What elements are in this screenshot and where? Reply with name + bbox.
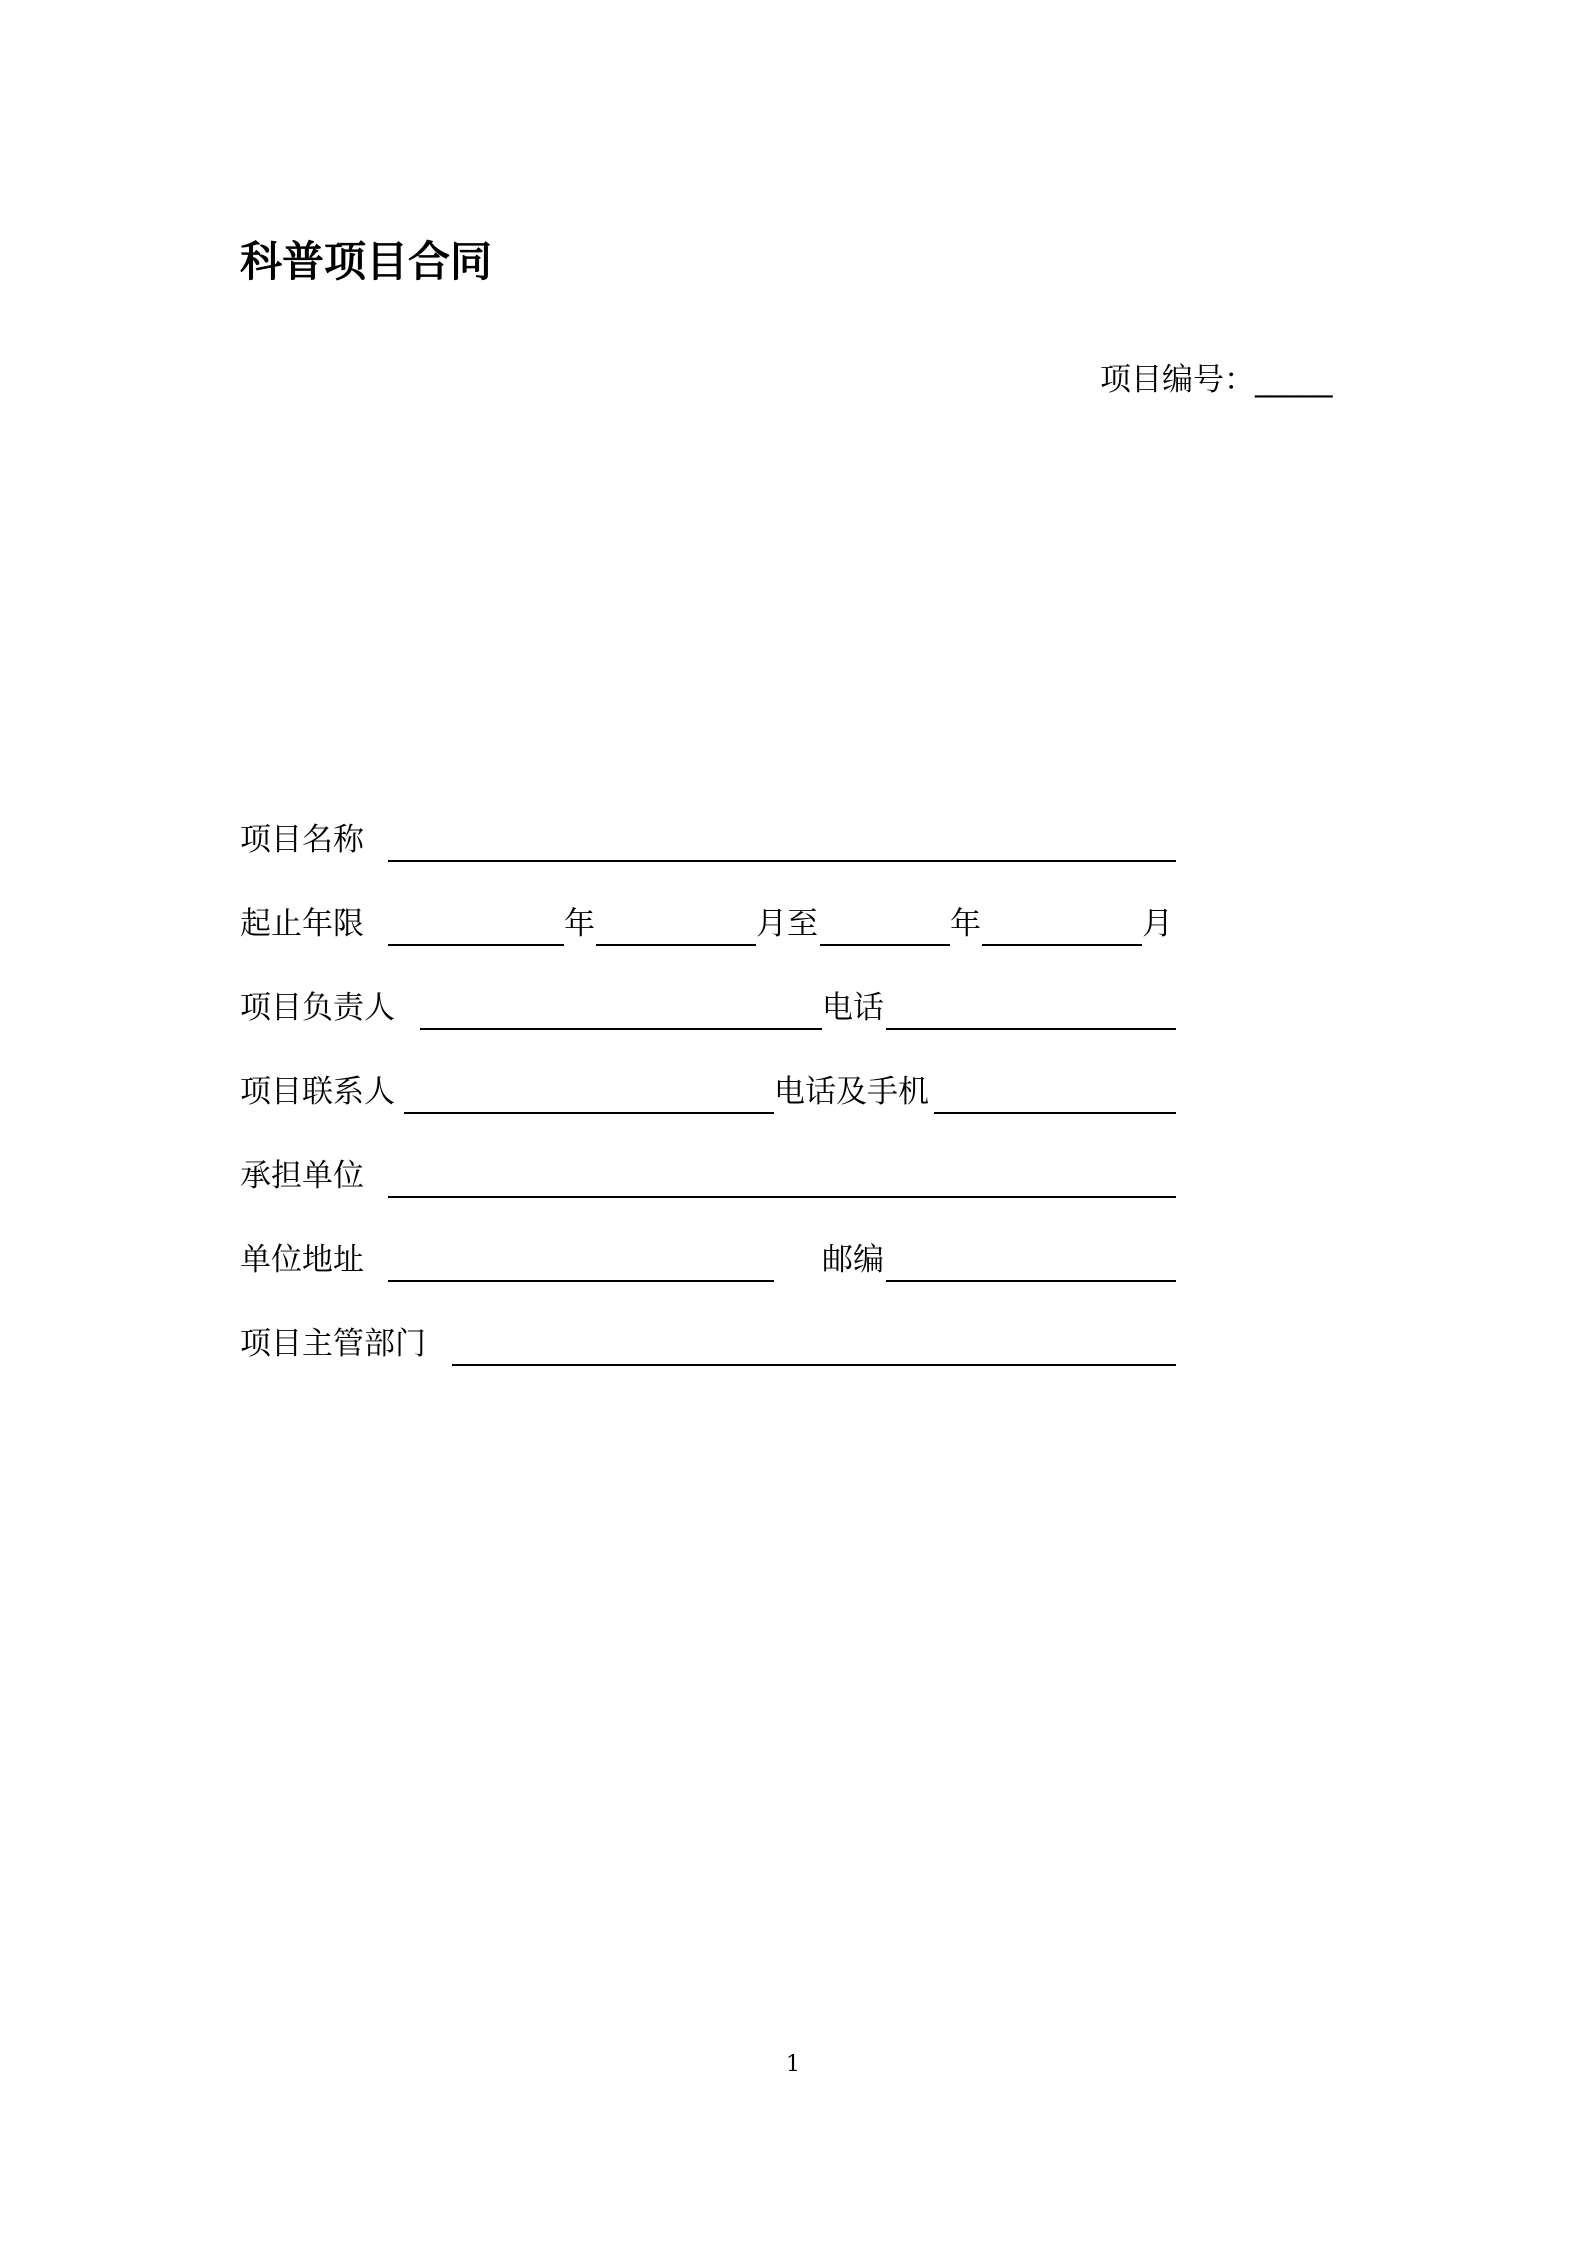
unit-field[interactable] [388,1196,1176,1198]
end-month-unit: 月 [1142,906,1173,942]
project-number [1100,358,1333,402]
contact-label: 项目联系人 [240,1074,395,1110]
start-month-unit: 月至 [756,906,818,942]
start-month-field[interactable] [596,944,756,946]
dept-label: 项目主管部门 [240,1326,426,1362]
unit-label: 承担单位 [240,1158,364,1194]
document-title: 科普项目合同 [240,237,493,286]
period-label: 起止年限 [240,906,364,942]
project-number-value[interactable]: _____ [1255,362,1333,398]
page-number: 1 [786,2052,800,2077]
leader-field[interactable] [420,1028,822,1030]
end-year-unit: 年 [950,906,981,942]
contact-phone-label: 电话及手机 [774,1074,929,1110]
start-year-field[interactable] [388,944,564,946]
address-label: 单位地址 [240,1242,364,1278]
project-number-label: 项目编号： [1100,362,1255,398]
postcode-label: 邮编 [822,1242,884,1278]
end-year-field[interactable] [820,944,950,946]
start-year-unit: 年 [564,906,595,942]
project-name-field[interactable] [388,860,1176,862]
address-field[interactable] [388,1280,774,1282]
dept-field[interactable] [452,1364,1176,1366]
leader-phone-field[interactable] [886,1028,1176,1030]
project-name-label: 项目名称 [240,822,364,858]
contact-phone-field[interactable] [934,1112,1176,1114]
leader-label: 项目负责人 [240,990,395,1026]
postcode-field[interactable] [886,1280,1176,1282]
end-month-field[interactable] [982,944,1142,946]
leader-phone-label: 电话 [822,990,884,1026]
contact-field[interactable] [404,1112,774,1114]
